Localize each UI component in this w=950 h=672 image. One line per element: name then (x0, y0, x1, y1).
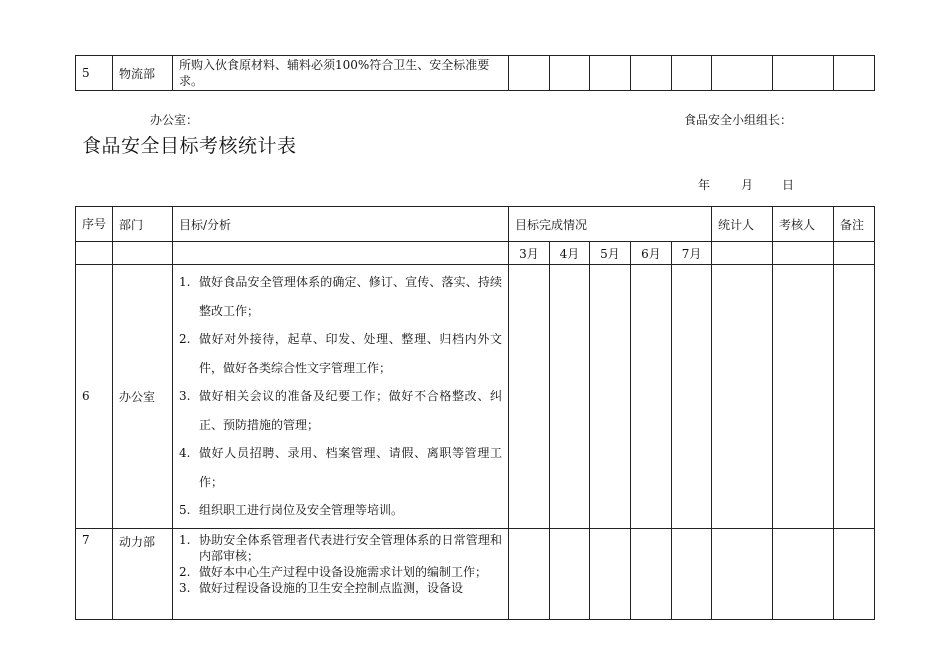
empty-cell (509, 528, 550, 619)
leader-signature-label: 食品安全小组组长： (684, 113, 793, 127)
date-month-label: 月 (741, 178, 754, 192)
goal-list (173, 529, 508, 599)
list-item: 1. 做好食品安全管理体系的确定、修订、宣传、落实、持续整改工作； (179, 275, 502, 318)
header-seq: 序号 (76, 207, 113, 242)
goal-cell (173, 265, 509, 529)
header-status: 目标完成情况 (509, 207, 712, 242)
seq-cell: 7 (76, 528, 113, 619)
dept-cell: 办公室 (113, 265, 173, 529)
empty-cell (550, 56, 590, 91)
empty-cell (631, 56, 672, 91)
assessment-table (75, 206, 875, 620)
dept-cell: 物流部 (113, 56, 173, 91)
seq-cell: 5 (76, 56, 113, 91)
empty-cell (173, 242, 509, 265)
goal-list (173, 265, 508, 528)
month-header: 6月 (631, 242, 672, 265)
empty-cell (712, 265, 773, 529)
empty-cell (672, 528, 712, 619)
header-goal: 目标/分析 (173, 207, 509, 242)
office-signature-label: 办公室： (150, 113, 199, 127)
empty-cell (672, 56, 712, 91)
list-item: 1. 协助安全体系管理者代表进行安全管理体系的日常管理和内部审核； (179, 532, 502, 563)
empty-cell (590, 528, 631, 619)
empty-cell (712, 56, 773, 91)
empty-cell (712, 528, 773, 619)
empty-cell (550, 528, 590, 619)
empty-cell (113, 242, 173, 265)
empty-cell (712, 242, 773, 265)
header-stat: 统计人 (712, 207, 773, 242)
empty-cell (509, 265, 550, 529)
empty-cell (76, 242, 113, 265)
list-item: 3. 做好过程设备设施的卫生安全控制点监测，设备设 (179, 580, 464, 595)
table-row (76, 56, 875, 91)
empty-cell (834, 528, 875, 619)
list-item: 4. 做好人员招聘、录用、档案管理、请假、离职等管理工作； (179, 446, 502, 489)
empty-cell (631, 528, 672, 619)
empty-cell (773, 265, 834, 529)
goal-cell (173, 528, 509, 619)
empty-cell (590, 265, 631, 529)
header-dept: 部门 (113, 207, 173, 242)
empty-cell (509, 56, 550, 91)
page-title: 食品安全目标考核统计表 (82, 135, 297, 157)
table-row (76, 528, 875, 619)
empty-cell (834, 56, 875, 91)
list-item: 2. 做好对外接待，起草、印发、处理、整理、归档内外文件，做好各类综合性文字管理工作； (179, 332, 502, 375)
empty-cell (773, 528, 834, 619)
list-item: 3. 做好相关会议的准备及纪要工作；做好不合格整改、纠正、预防措施的管理； (179, 389, 502, 432)
empty-cell (834, 265, 875, 529)
month-header: 4月 (550, 242, 590, 265)
dept-cell: 动力部 (113, 528, 173, 619)
header-row (76, 207, 875, 242)
list-item: 5. 组织职工进行岗位及安全管理等培训。 (179, 503, 404, 517)
header-assess: 考核人 (773, 207, 834, 242)
date-year-label: 年 (698, 178, 711, 192)
month-header-row (76, 242, 875, 265)
empty-cell (834, 242, 875, 265)
empty-cell (590, 56, 631, 91)
header-remark: 备注 (834, 207, 875, 242)
empty-cell (631, 265, 672, 529)
empty-cell (550, 265, 590, 529)
month-header: 3月 (509, 242, 550, 265)
empty-cell (773, 242, 834, 265)
list-item: 2. 做好本中心生产过程中设备设施需求计划的编制工作； (179, 564, 488, 579)
previous-page-table (75, 55, 875, 91)
goal-cell: 所购入伙食原材料、辅料必须100%符合卫生、安全标准要求。 (173, 56, 509, 91)
date-day-label: 日 (782, 178, 795, 192)
empty-cell (773, 56, 834, 91)
table-row (76, 265, 875, 529)
month-header: 5月 (590, 242, 631, 265)
empty-cell (672, 265, 712, 529)
month-header: 7月 (672, 242, 712, 265)
seq-cell: 6 (76, 265, 113, 529)
